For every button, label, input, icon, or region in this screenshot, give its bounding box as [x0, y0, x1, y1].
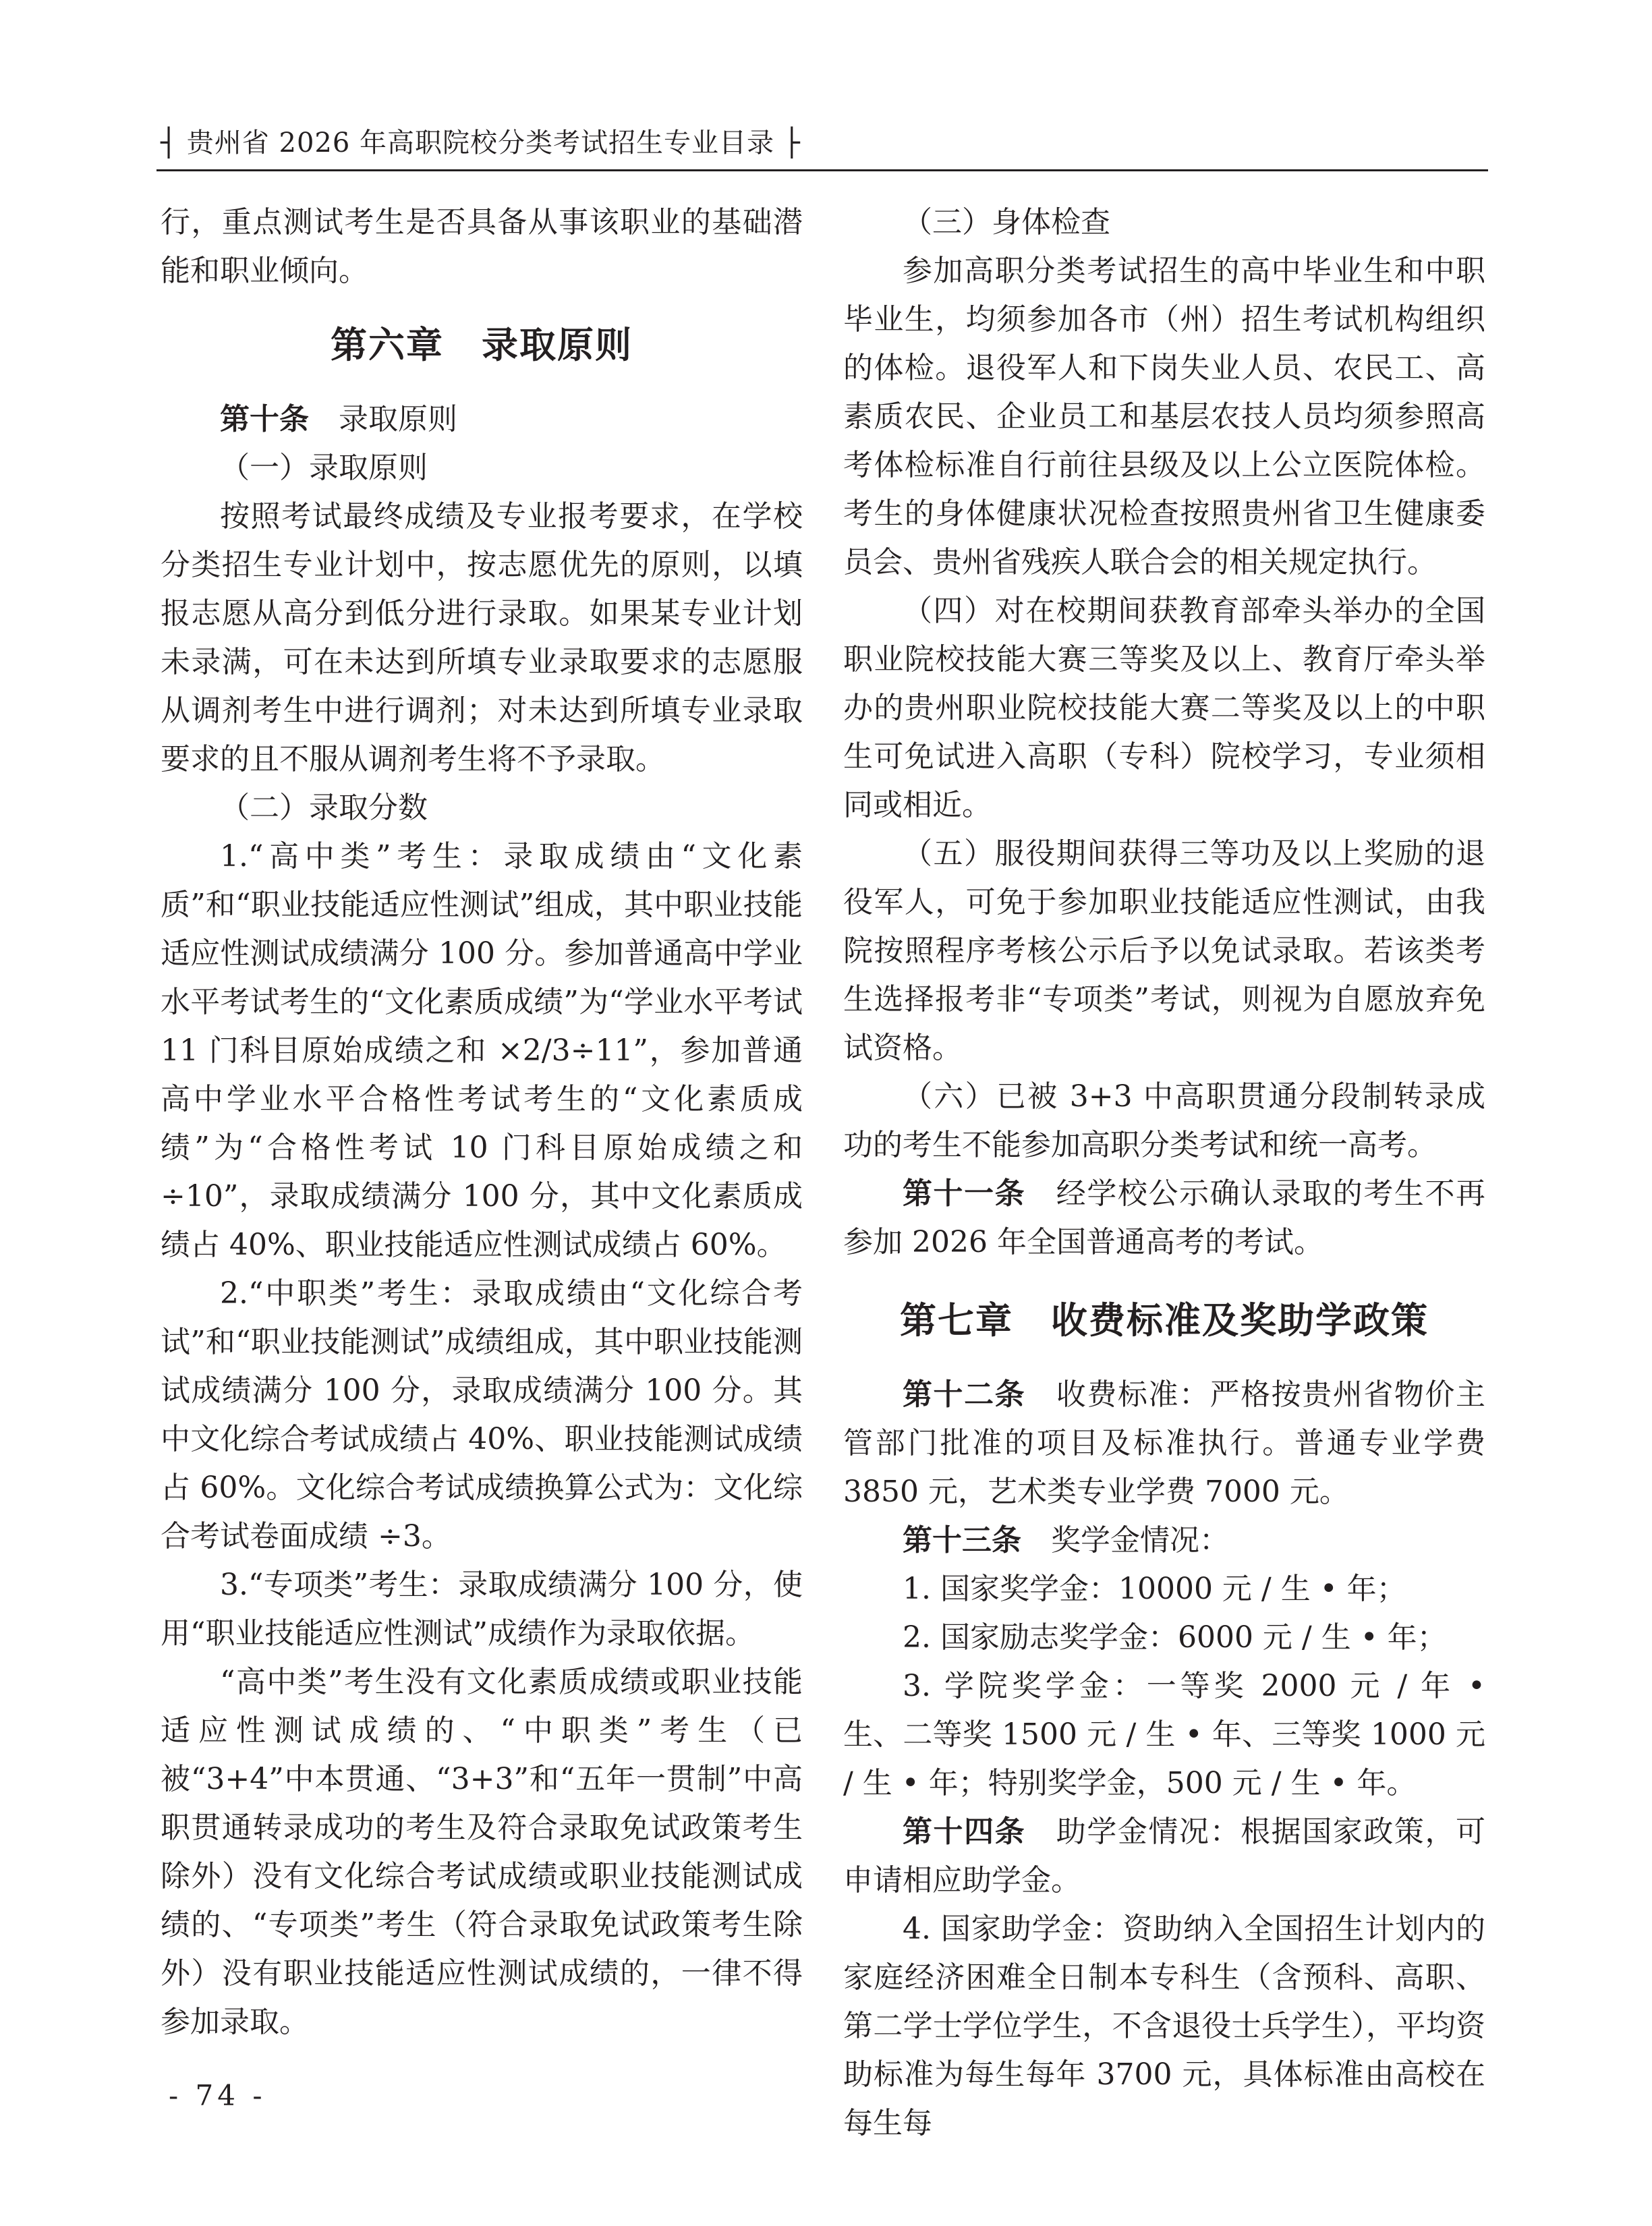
continued-paragraph: 行，重点测试考生是否具备从事该职业的基础潜能和职业倾向。 [161, 205, 803, 288]
article-14-label: 第十四条 [903, 1815, 1026, 1849]
section-1-heading: （一）录取原则 [220, 451, 428, 485]
paragraph-national-grant: 4. 国家助学金：资助纳入全国招生计划内的家庭经济困难全日制本专科生（含预科、高职、第二学士学位学生，不含退役士兵学生），平均资助标准为每生每年 3700 元，具体标准由高校在每生每 [843, 1912, 1485, 2140]
paragraph-vocational-category: 2.“中职类”考生：录取成绩由“文化综合考试”和“职业技能测试”成绩组成，其中职业技能测试成绩满分 100 分，录取成绩满分 100 分。其中文化综合考试成绩占 40%、职业技能测试成绩占 60%。文化综合考试成绩换算公式为：文化综合考试卷面成绩 ÷3。 [161, 1276, 803, 1553]
paragraph-skills-competition: （四）对在校期间获教育部牵头举办的全国职业院校技能大赛三等奖及以上、教育厅牵头举办的贵州职业院校技能大赛二等奖及以上的中职生可免试进入高职（专科）院校学习，专业须相同或相近。 [843, 594, 1485, 822]
paragraph-high-school-category: 1.“高中类”考生：录取成绩由“文化素质”和“职业技能适应性测试”组成，其中职业技能适应性测试成绩满分 100 分。参加普通高中学业水平考试考生的“文化素质成绩”为“学业水平考试 11 门科目原始成绩之和 ×2/3÷11”，参加普通高中学业水平合格性考试考生的“文化素质成绩”为“合格性考试 10 门科目原始成绩之和 ÷10”，录取成绩满分 100 分，其中文化素质成绩占 40%、职业技能适应性测试成绩占 60%。 [161, 839, 803, 1262]
scholarship-encouragement: 2. 国家励志奖学金：6000 元 / 生 • 年； [903, 1620, 1447, 1655]
chapter-6-heading: 第六章 录取原则 [331, 324, 633, 366]
scholarship-national: 1. 国家奖学金：10000 元 / 生 • 年； [903, 1572, 1406, 1606]
scholarship-college: 3. 学院奖学金：一等奖 2000 元 / 年 • 生、二等奖 1500 元 / 生 • 年、三等奖 1000 元 / 生 • 年；特别奖学金，500 元 / 生 • 年。 [843, 1669, 1485, 1800]
right-column [843, 198, 1485, 2148]
article-14: 第十四条 助学金情况：根据国家政策，可申请相应助学金。 [843, 1815, 1486, 1897]
paragraph-veterans: （五）服役期间获得三等功及以上奖励的退役军人，可免于参加职业技能适应性测试，由我院按照程序考核公示后予以免试录取。若该类考生选择报考非“专项类”考试，则视为自愿放弃免试资格。 [843, 836, 1485, 1065]
article-10: 第十条 录取原则 [220, 402, 457, 436]
paragraph-exclusion: “高中类”考生没有文化素质成绩或职业技能适应性测试成绩的、“中职类”考生（已被“3+4”中本贯通、“3+3”和“五年一贯制”中高职贯通转录成功的考生及符合录取免试政策考生除外）没有文化综合考试成绩或职业技能测试成绩的、“专项类”考生（符合录取免试政策考生除外）没有职业技能适应性测试成绩的，一律不得参加录取。 [161, 1665, 803, 2039]
section-2-heading: （二）录取分数 [220, 791, 428, 825]
article-13-label: 第十三条 [903, 1523, 1021, 1558]
section-3-heading: （三）身体检查 [903, 205, 1110, 239]
article-11-label: 第十一条 [903, 1176, 1026, 1211]
chapter-7-heading: 第七章 收费标准及奖助学政策 [900, 1299, 1429, 1342]
article-13: 第十三条 奖学金情况： [903, 1523, 1229, 1558]
running-header: ┤ 贵州省 2026 年高职院校分类考试招生专业目录 ├ [161, 127, 801, 159]
article-11: 第十一条 经学校公示确认录取的考生不再参加 2026 年全国普通高考的考试。 [843, 1176, 1486, 1259]
header-rule [156, 169, 1488, 171]
article-12-label: 第十二条 [903, 1377, 1026, 1412]
paragraph-admission-principle: 按照考试最终成绩及专业报考要求，在学校分类招生专业计划中，按志愿优先的原则，以填报志愿从高分到低分进行录取。如果某专业计划未录满，可在未达到所填专业录取要求的志愿服从调剂考生中进行调剂；对未达到所填专业录取要求的且不服从调剂考生将不予录取。 [161, 499, 803, 776]
left-column [161, 198, 803, 2047]
article-10-label: 第十条 [220, 402, 309, 436]
paragraph-special-category: 3.“专项类”考生：录取成绩满分 100 分，使用“职业技能适应性测试”成绩作为录取依据。 [161, 1568, 803, 1651]
page-number: - 74 - [169, 2079, 266, 2112]
paragraph-3plus3: （六）已被 3+3 中高职贯通分段制转录成功的考生不能参加高职分类考试和统一高考。 [843, 1079, 1485, 1162]
paragraph-physical-exam: 参加高职分类考试招生的高中毕业生和中职毕业生，均须参加各市（州）招生考试机构组织的体检。退役军人和下岗失业人员、农民工、高素质农民、企业员工和基层农技人员均须参照高考体检标准自行前往县级及以上公立医院体检。考生的身体健康状况检查按照贵州省卫生健康委员会、贵州省残疾人联合会的相关规定执行。 [843, 254, 1485, 579]
article-12: 第十二条 收费标准：严格按贵州省物价主管部门批准的项目及标准执行。普通专业学费 3850 元，艺术类专业学费 7000 元。 [843, 1377, 1486, 1509]
